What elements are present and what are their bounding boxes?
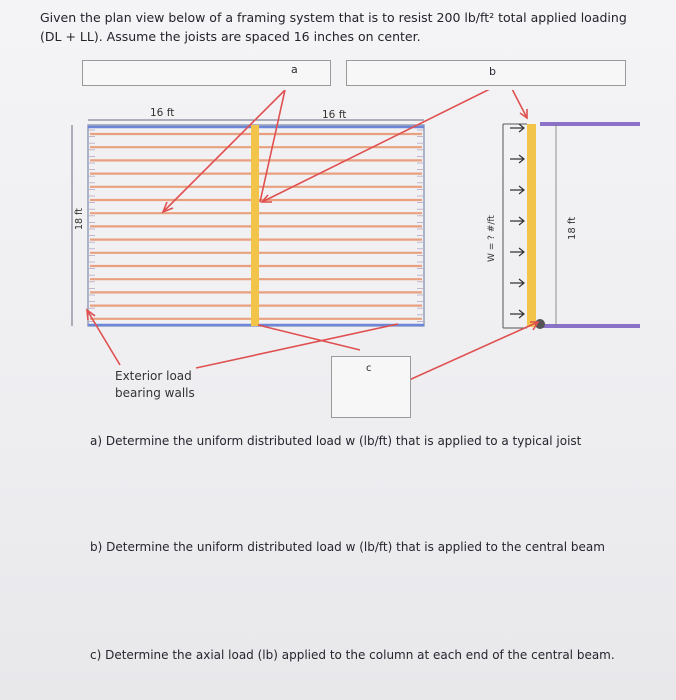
load-arrow bbox=[510, 279, 524, 287]
answer-box-a bbox=[82, 60, 331, 86]
central-beam bbox=[251, 125, 259, 326]
problem-statement bbox=[40, 8, 660, 46]
exterior-label-line-1: Exterior load bbox=[115, 369, 192, 383]
leader-c-to-column bbox=[398, 322, 538, 385]
question-c: c) Determine the axial load (lb) applied to the column at each end of the central beam. bbox=[90, 648, 615, 662]
problem-line-2: (DL + LL). Assume the joists are spaced 16 inches on center. bbox=[40, 29, 421, 44]
elevation-length-label: 18 ft bbox=[567, 216, 578, 240]
leader-b-to-elevation bbox=[510, 90, 527, 118]
exterior-label-line-2: bearing walls bbox=[115, 386, 195, 400]
load-arrow bbox=[510, 155, 524, 163]
leader-c-to-plan bbox=[258, 325, 360, 350]
load-arrows bbox=[510, 124, 524, 318]
span-right-label: 16 ft bbox=[322, 109, 347, 121]
depth-label: 18 ft bbox=[74, 207, 85, 230]
question-b: b) Determine the uniform distributed load w (lb/ft) that is applied to the central beam bbox=[90, 540, 605, 554]
answer-box-b-label: b bbox=[489, 65, 496, 78]
load-arrow bbox=[510, 124, 524, 132]
exterior-wall-label bbox=[115, 368, 195, 402]
load-arrow bbox=[510, 310, 524, 318]
load-arrow bbox=[510, 186, 524, 194]
answer-box-c bbox=[331, 356, 411, 418]
load-arrow bbox=[510, 248, 524, 256]
question-a: a) Determine the uniform distributed load w (lb/ft) that is applied to a typical joist bbox=[90, 434, 582, 448]
problem-line-1: Given the plan view below of a framing system that is to resist 200 lb/ft² total applied loading bbox=[40, 10, 627, 25]
answer-box-a-label: a bbox=[291, 63, 298, 76]
load-label: W = ? #/ft bbox=[487, 215, 497, 262]
load-arrow bbox=[510, 217, 524, 225]
answer-box-b bbox=[346, 60, 626, 86]
beam-elevation bbox=[527, 124, 536, 327]
answer-box-c-label: c bbox=[366, 363, 372, 374]
span-left-label: 16 ft bbox=[150, 107, 175, 119]
framing-plan-figure bbox=[0, 90, 676, 520]
